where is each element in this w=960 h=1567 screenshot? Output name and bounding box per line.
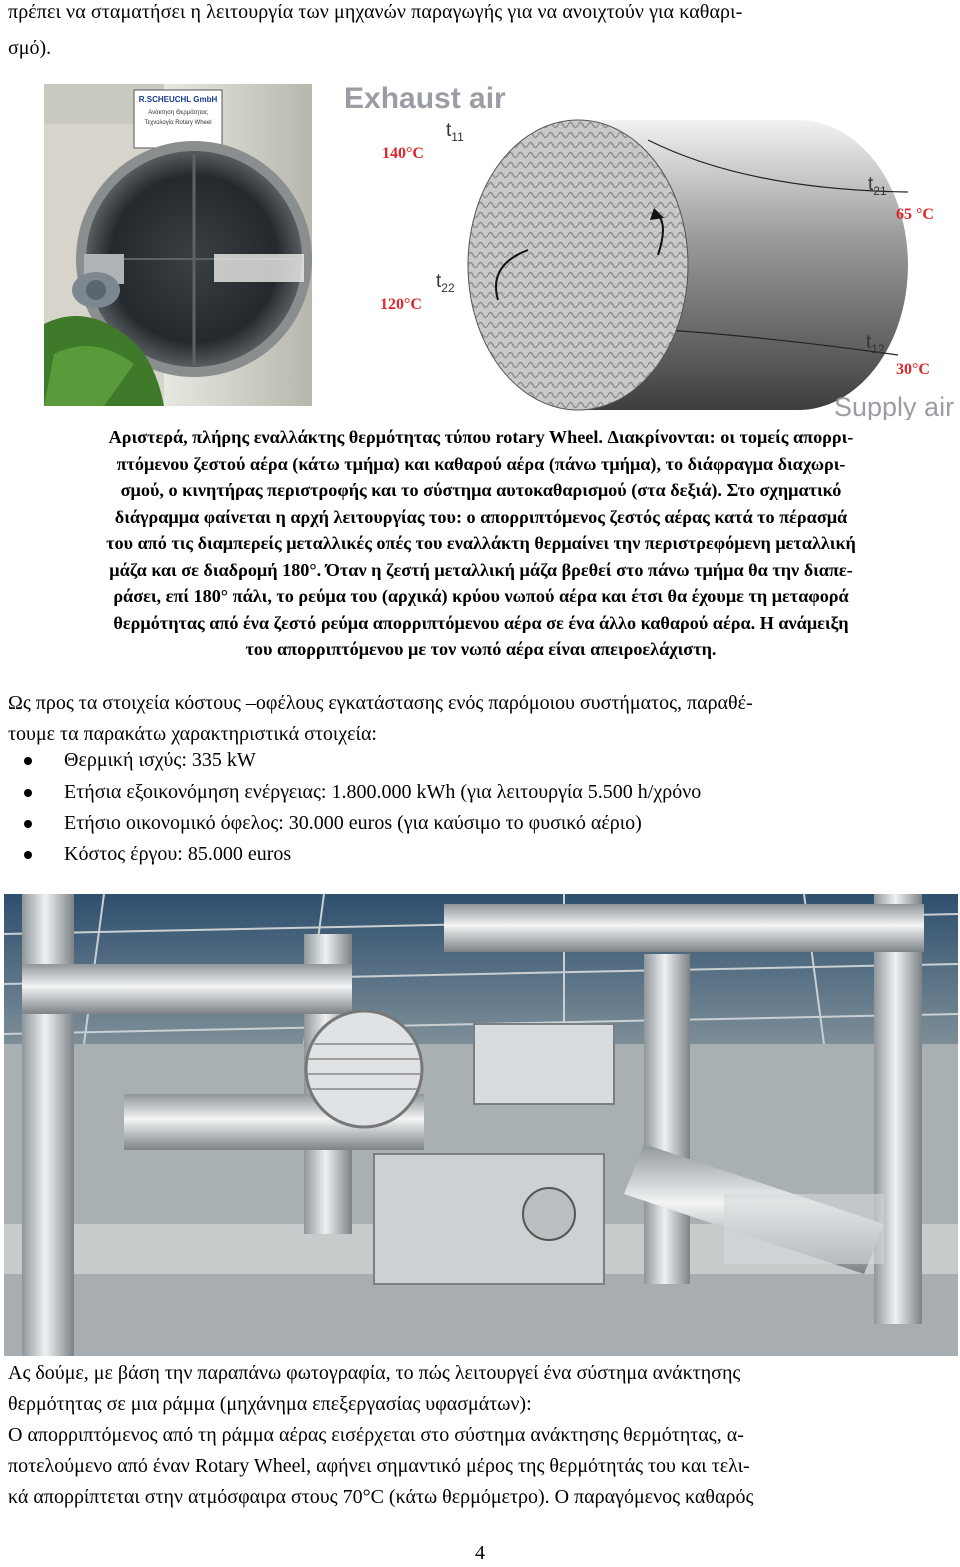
paragraph-line: θερμότητας σε μια ράμμα (μηχάνημα επεξεργασίας υφασμάτων): (8, 1393, 532, 1415)
caption-line: του από τις διαμπερείς μεταλλικές οπές του εναλλάκτη θερμαίνει την περιστρεφόμενη μεταλλική (106, 533, 856, 553)
caption-line: Αριστερά, πλήρης εναλλάκτης θερμότητας τύπου rotary Wheel. Διακρίνονται: οι τομείς απορρι- (108, 427, 854, 447)
t12-label: $t_{12}$ (866, 332, 885, 356)
caption-line: ράσει, επί 180° πάλι, το ρεύμα του (αρχικά) κρύου νωπού αέρα και έτσι θα έχουμε τη μεταφορά (113, 586, 849, 606)
bullet-text: Ετήσια εξοικονόμηση ενέργειας: 1.800.000 kWh (για λειτουργία 5.500 h/χρόνο (64, 781, 702, 803)
sign-line-1: R.SCHEUCHL GmbH (138, 95, 218, 104)
sign-line-3: Τεχνολογία Rotary Wheel (144, 120, 212, 126)
figure-caption (8, 424, 954, 663)
caption-line: θερμότητας από ένα ζεστό ρεύμα απορριπτόμενου αέρα σε ένα άλλο καθαρού αέρα. Η ανάμειξη (113, 612, 849, 633)
cylinder-diagram (328, 80, 960, 420)
paragraph-line: Ο απορριπτόμενος από τη ράμμα αέρας εισέρχεται στο σύστημα ανάκτησης θερμότητας, α- (8, 1424, 744, 1446)
paragraph-line: κά απορρίπτεται στην ατμόσφαιρα στους 70°C (κάτω θερμόμετρο). Ο παραγόμενος καθαρός (8, 1486, 754, 1508)
installation-illustration (4, 894, 958, 1356)
t22-label: $t_{22}$ (436, 271, 455, 295)
bullet-text: Ετήσιο οικονομικό όφελος: 30.000 euros (για καύσιμο το φυσικό αέριο) (64, 812, 642, 834)
paragraph-line: Ας δούμε, με βάση την παραπάνω φωτογραφία, το πώς λειτουργεί ένα σύστημα ανάκτησης (8, 1362, 741, 1384)
rotary-wheel-diagram (328, 80, 960, 420)
text-line: πρέπει να σταματήσει η λειτουργία των μηχανών παραγωγής για να ανοιχτούν για καθαρι- (8, 1, 743, 23)
heat-recovery-installation-photo (4, 894, 958, 1356)
text-line: σμό). (8, 37, 52, 59)
paragraph-line: τουμε τα παρακάτω χαρακτηριστικά στοιχεία: (8, 723, 377, 745)
bullet-icon (24, 757, 32, 765)
bullet-text: Θερμική ισχύς: 335 kW (64, 749, 256, 771)
t11-label: $t_{11}$ (446, 120, 464, 144)
page-number: 4 (475, 1542, 485, 1564)
supply-air-label: Supply air (834, 392, 955, 420)
bottom-paragraph (8, 1358, 958, 1513)
caption-line: σμού, ο κινητήρας περιστροφής και το σύστημα αυτοκαθαρισμού (στα δεξιά). Στο σχηματικό (120, 480, 842, 500)
rotary-wheel-photo (44, 84, 312, 406)
exhaust-air-label: Exhaust air (344, 82, 506, 115)
caption-line: του απορριπτόμενου με τον νωπό αέρα είναι απειροελάχιστη. (245, 639, 717, 659)
bullet-icon (24, 789, 32, 797)
sign-line-2: Ανάκτηση Θερμότητας (148, 110, 208, 116)
paragraph-line: Ως προς τα στοιχεία κόστους –οφέλους εγκατάστασης ενός παρόμοιου συστήματος, παραθέ- (8, 692, 753, 714)
temp-30-label: 30°C (896, 361, 930, 378)
rotary-wheel-illustration (44, 84, 312, 406)
temp-120-label: 120°C (380, 296, 422, 313)
bullet-text: Κόστος έργου: 85.000 euros (64, 843, 292, 865)
bullet-icon (24, 851, 32, 859)
cost-paragraph (8, 688, 954, 750)
temp-65-label: 65 °C (896, 206, 934, 223)
caption-line: μάζα και σε διαδρομή 180°. Όταν η ζεστή μεταλλική μάζα βρεθεί στο πάνω τμήμα θα την διαπε- (109, 559, 853, 580)
temp-140-label: 140°C (382, 145, 424, 162)
bullet-icon (24, 820, 32, 828)
caption-line: διάγραμμα φαίνεται η αρχή λειτουργίας του: ο απορριπτόμενος ζεστός αέρας κατά το πέρασμά (114, 506, 848, 527)
caption-line: πτόμενου ζεστού αέρα (κάτω τμήμα) και καθαρού αέρα (πάνω τμήμα), το διάφραγμα διαχωρι- (116, 453, 846, 474)
t21-label: $t_{21}$ (868, 174, 887, 198)
paragraph-line: ποτελούμενο από έναν Rotary Wheel, αφήνει σημαντικό μέρος της θερμότητάς του και τελι- (8, 1455, 750, 1477)
